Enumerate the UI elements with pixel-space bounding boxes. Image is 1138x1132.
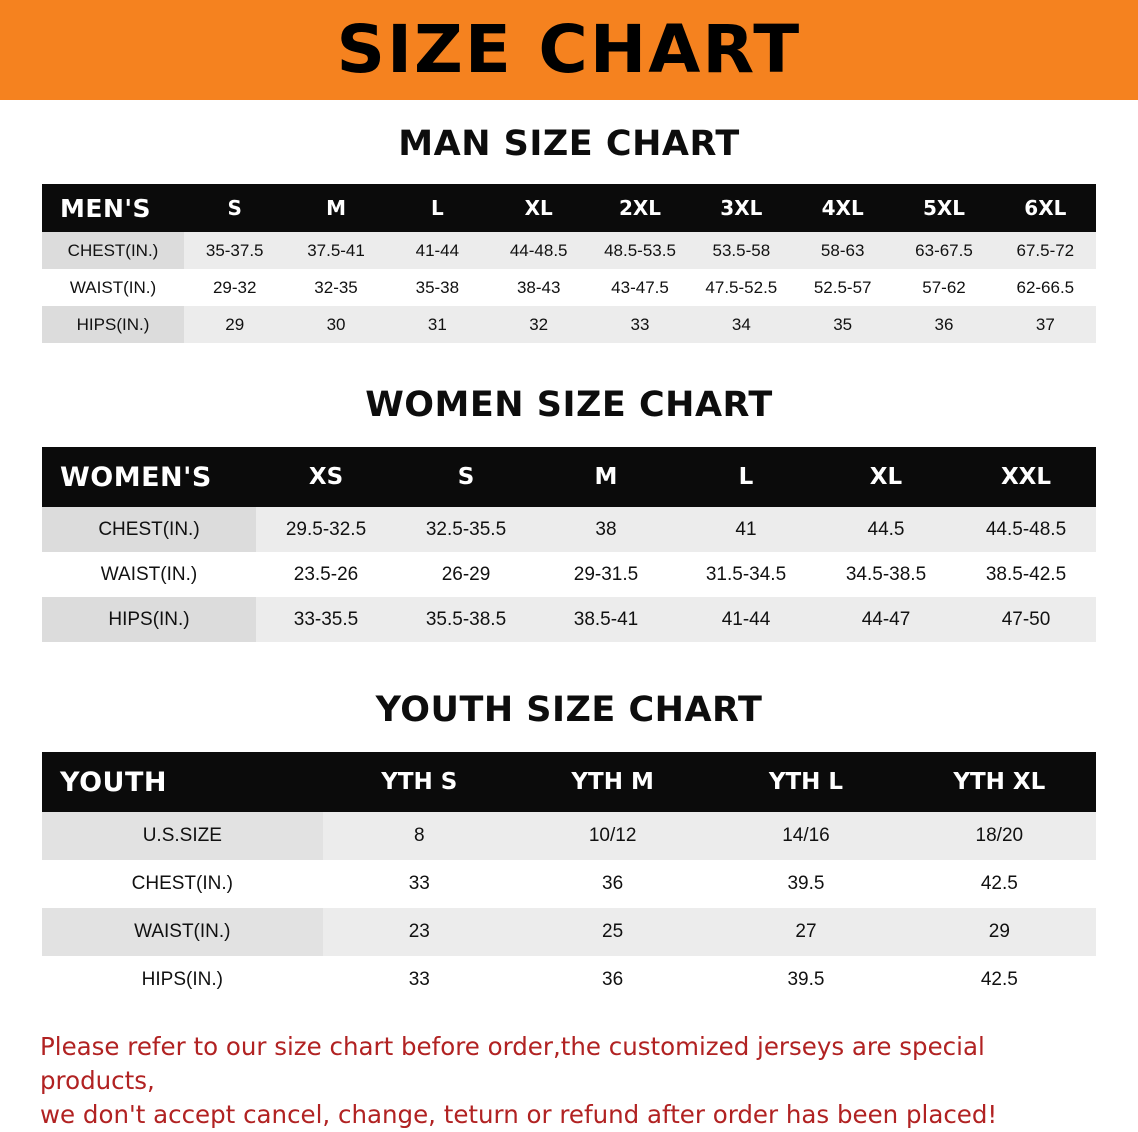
- women-col-header: S: [396, 447, 536, 507]
- man-table-wrap: [0, 184, 1138, 343]
- table-row: [42, 812, 1096, 860]
- table-row: [42, 306, 1096, 343]
- men-cell: 53.5-58: [691, 232, 792, 269]
- men-col-header: S: [184, 184, 285, 232]
- table-header-row: [42, 184, 1096, 232]
- youth-cell: 42.5: [903, 956, 1096, 1004]
- youth-table-wrap: [0, 752, 1138, 1004]
- men-col-header: 3XL: [691, 184, 792, 232]
- table-row: [42, 507, 1096, 552]
- women-cell: 38.5-41: [536, 597, 676, 642]
- man-section-heading: MAN SIZE CHART: [398, 124, 740, 164]
- men-col-header: L: [387, 184, 488, 232]
- men-cell: 37: [995, 306, 1096, 343]
- youth-cell: 8: [323, 812, 516, 860]
- men-cell: 29-32: [184, 269, 285, 306]
- women-cell: 29-31.5: [536, 552, 676, 597]
- men-cell: 32-35: [285, 269, 386, 306]
- women-section-heading: WOMEN SIZE CHART: [365, 385, 773, 425]
- women-table-wrap: [0, 447, 1138, 642]
- women-col-header: M: [536, 447, 676, 507]
- men-cell: 52.5-57: [792, 269, 893, 306]
- policy-note-line-1: Please refer to our size chart before order,the customized jerseys are special products,: [40, 1032, 985, 1095]
- man-size-table: [42, 184, 1096, 343]
- men-row-label: CHEST(IN.): [42, 232, 184, 269]
- men-cell: 38-43: [488, 269, 589, 306]
- men-cell: 48.5-53.5: [589, 232, 690, 269]
- youth-cell: 33: [323, 860, 516, 908]
- women-cell: 35.5-38.5: [396, 597, 536, 642]
- women-cell: 31.5-34.5: [676, 552, 816, 597]
- women-corner-label: WOMEN'S: [42, 447, 256, 507]
- youth-row-label: WAIST(IN.): [42, 908, 323, 956]
- women-cell: 41: [676, 507, 816, 552]
- men-col-header: XL: [488, 184, 589, 232]
- men-col-header: 4XL: [792, 184, 893, 232]
- women-col-header: L: [676, 447, 816, 507]
- youth-size-table: [42, 752, 1096, 1004]
- policy-note-line-2: we don't accept cancel, change, teturn or refund after order has been placed!: [40, 1099, 998, 1129]
- men-cell: 33: [589, 306, 690, 343]
- men-row-label: HIPS(IN.): [42, 306, 184, 343]
- women-cell: 29.5-32.5: [256, 507, 396, 552]
- youth-cell: 14/16: [709, 812, 902, 860]
- men-cell: 35-37.5: [184, 232, 285, 269]
- women-row-label: HIPS(IN.): [42, 597, 256, 642]
- men-cell: 44-48.5: [488, 232, 589, 269]
- women-cell: 23.5-26: [256, 552, 396, 597]
- women-cell: 26-29: [396, 552, 536, 597]
- women-cell: 44-47: [816, 597, 956, 642]
- youth-row-label: U.S.SIZE: [42, 812, 323, 860]
- youth-row-label: HIPS(IN.): [42, 956, 323, 1004]
- men-cell: 41-44: [387, 232, 488, 269]
- youth-cell: 39.5: [709, 860, 902, 908]
- youth-col-header: YTH M: [516, 752, 709, 812]
- women-row-label: CHEST(IN.): [42, 507, 256, 552]
- youth-cell: 42.5: [903, 860, 1096, 908]
- women-row-label: WAIST(IN.): [42, 552, 256, 597]
- men-cell: 62-66.5: [995, 269, 1096, 306]
- women-size-table: [42, 447, 1096, 642]
- women-cell: 44.5-48.5: [956, 507, 1096, 552]
- table-row: [42, 597, 1096, 642]
- youth-corner-label: YOUTH: [42, 752, 323, 812]
- page-title: SIZE CHART: [336, 11, 802, 88]
- table-header-row: [42, 447, 1096, 507]
- women-col-header: XL: [816, 447, 956, 507]
- youth-cell: 39.5: [709, 956, 902, 1004]
- men-row-label: WAIST(IN.): [42, 269, 184, 306]
- page-banner: [0, 0, 1138, 100]
- men-col-header: 5XL: [893, 184, 994, 232]
- men-cell: 57-62: [893, 269, 994, 306]
- men-col-header: 6XL: [995, 184, 1096, 232]
- youth-cell: 10/12: [516, 812, 709, 860]
- women-cell: 38: [536, 507, 676, 552]
- table-row: [42, 860, 1096, 908]
- men-cell: 34: [691, 306, 792, 343]
- women-cell: 34.5-38.5: [816, 552, 956, 597]
- men-corner-label: MEN'S: [42, 184, 184, 232]
- men-col-header: M: [285, 184, 386, 232]
- youth-col-header: YTH L: [709, 752, 902, 812]
- youth-cell: 18/20: [903, 812, 1096, 860]
- youth-cell: 36: [516, 860, 709, 908]
- men-cell: 30: [285, 306, 386, 343]
- youth-cell: 36: [516, 956, 709, 1004]
- table-row: [42, 232, 1096, 269]
- table-row: [42, 269, 1096, 306]
- youth-cell: 25: [516, 908, 709, 956]
- men-col-header: 2XL: [589, 184, 690, 232]
- youth-cell: 23: [323, 908, 516, 956]
- men-cell: 35: [792, 306, 893, 343]
- youth-cell: 33: [323, 956, 516, 1004]
- men-cell: 31: [387, 306, 488, 343]
- policy-note: [40, 1030, 1098, 1131]
- men-cell: 63-67.5: [893, 232, 994, 269]
- table-row: [42, 552, 1096, 597]
- women-col-header: XS: [256, 447, 396, 507]
- youth-row-label: CHEST(IN.): [42, 860, 323, 908]
- youth-col-header: YTH XL: [903, 752, 1096, 812]
- women-cell: 38.5-42.5: [956, 552, 1096, 597]
- table-row: [42, 908, 1096, 956]
- youth-col-header: YTH S: [323, 752, 516, 812]
- women-cell: 47-50: [956, 597, 1096, 642]
- table-row: [42, 956, 1096, 1004]
- youth-cell: 27: [709, 908, 902, 956]
- table-header-row: [42, 752, 1096, 812]
- men-cell: 32: [488, 306, 589, 343]
- women-cell: 32.5-35.5: [396, 507, 536, 552]
- women-col-header: XXL: [956, 447, 1096, 507]
- men-cell: 47.5-52.5: [691, 269, 792, 306]
- men-cell: 43-47.5: [589, 269, 690, 306]
- men-cell: 58-63: [792, 232, 893, 269]
- men-cell: 36: [893, 306, 994, 343]
- men-cell: 29: [184, 306, 285, 343]
- youth-cell: 29: [903, 908, 1096, 956]
- women-cell: 44.5: [816, 507, 956, 552]
- youth-section-heading: YOUTH SIZE CHART: [375, 690, 763, 730]
- women-cell: 41-44: [676, 597, 816, 642]
- men-cell: 67.5-72: [995, 232, 1096, 269]
- men-cell: 37.5-41: [285, 232, 386, 269]
- women-cell: 33-35.5: [256, 597, 396, 642]
- men-cell: 35-38: [387, 269, 488, 306]
